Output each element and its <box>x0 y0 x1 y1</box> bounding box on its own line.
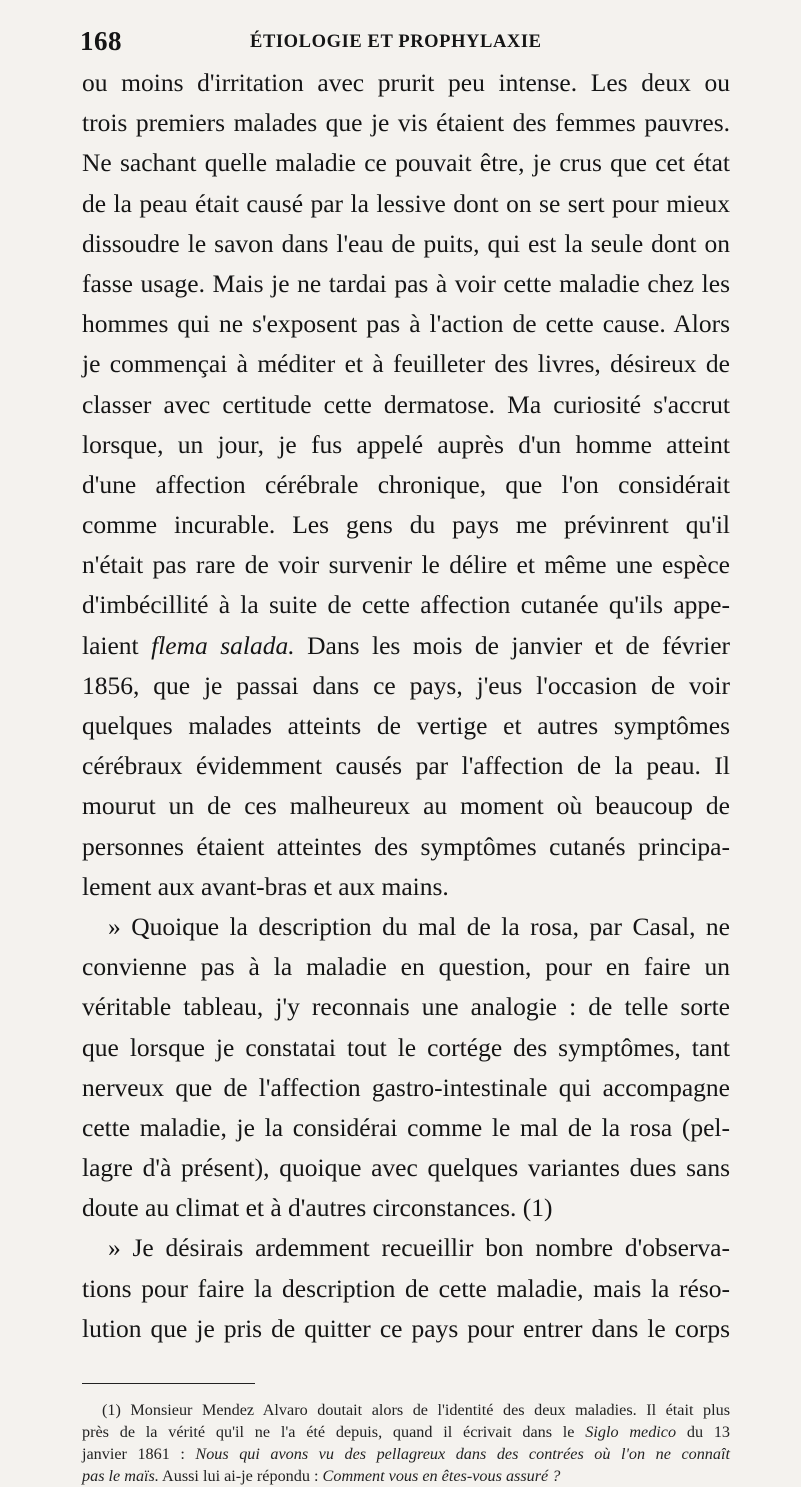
text-line: comme incurable. Les gens du pays me prévinrent qu'il <box>82 510 730 540</box>
footnote-rule <box>82 1383 255 1384</box>
text-line: personnes étaient atteintes des symptômes cutanés principa- <box>82 831 730 861</box>
text-line: » Quoique la description du mal de la rosa, par Casal, ne <box>108 911 730 941</box>
page-number: 168 <box>80 26 122 56</box>
text-line: véritable tableau, j'y reconnais une analogie : de telle sorte <box>82 992 730 1022</box>
text-line: Ne sachant quelle maladie ce pouvait être, je crus que cet état <box>82 148 730 178</box>
text-line: n'était pas rare de voir survenir le délire et même une espèce <box>82 550 730 580</box>
text-line: nerveux que de l'affection gastro-intestinale qui accompagne <box>82 1072 730 1102</box>
text-line: je commençai à méditer et à feuilleter des livres, désireux de <box>82 349 730 379</box>
text-line: lorsque, un jour, je fus appelé auprès d'un homme atteint <box>82 429 730 459</box>
text-line: classer avec certitude cette dermatose. Ma curiosité s'accrut <box>82 389 730 419</box>
text-line: doute au climat et à d'autres circonstances. (1) <box>82 1193 553 1223</box>
text-line: quelques malades atteints de vertige et autres symptômes <box>82 711 730 740</box>
footnote-line <box>82 1465 730 1487</box>
text-line: lagre d'à présent), quoique avec quelques variantes dues sans <box>82 1153 730 1183</box>
text-line: de la peau était causé par la lessive dont on se sert pour mieux <box>82 188 730 218</box>
running-title: ÉTIOLOGIE ET PROPHYLAXIE <box>250 32 542 52</box>
italic-term: flema salada. <box>151 630 295 660</box>
text-line: convienne pas à la maladie en question, pour en faire un <box>82 952 730 982</box>
footnote-fragment: janvier 1861 : <box>82 1445 185 1463</box>
text-line-mixed <box>82 626 730 666</box>
text-line: lement aux avant-bras et aux mains. <box>82 871 449 901</box>
text-fragment: laient <box>82 630 139 660</box>
text-line: d'imbécillité à la suite de cette affection cutanée qu'ils appe- <box>82 590 730 620</box>
text-line: » Je désirais ardemment recueillir bon nombre d'observa- <box>108 1233 730 1263</box>
footnote-italic: Comment vous en êtes-vous assuré ? <box>322 1467 561 1485</box>
footnote-italic: Siglo medico <box>585 1423 677 1441</box>
text-line: que lorsque je constatai tout le cortége des symptômes, tant <box>82 1032 730 1062</box>
footnote-fragment: du 13 <box>686 1423 731 1441</box>
text-line: ou moins d'irritation avec prurit peu intense. Les deux ou <box>82 68 730 97</box>
text-line: mourut un de ces malheureux au moment où beaucoup de <box>82 791 730 821</box>
text-line: hommes qui ne s'exposent pas à l'action de cette cause. Alors <box>82 309 730 339</box>
text-line: trois premiers malades que je vis étaient des femmes pauvres. <box>82 108 730 138</box>
footnote-line <box>82 1443 730 1465</box>
footnote-line: (1) Monsieur Mendez Alvaro doutait alors de l'identité des deux maladies. Il était plus <box>102 1401 730 1419</box>
text-line: fasse usage. Mais je ne tardai pas à voir cette maladie chez les <box>82 268 730 298</box>
text-line: cérébraux évidemment causés par l'affection de la peau. Il <box>82 751 730 781</box>
text-line: cette maladie, je la considérai comme le mal de la rosa (pel- <box>82 1112 730 1142</box>
text-line: tions pour faire la description de cette maladie, mais la réso- <box>82 1273 730 1303</box>
text-line: 1856, que je passai dans ce pays, j'eus l'occasion de voir <box>82 670 730 700</box>
text-fragment: Dans les mois de janvier et de février <box>307 630 731 660</box>
text-line: dissoudre le savon dans l'eau de puits, qui est la seule dont on <box>82 228 730 258</box>
footnote-line <box>82 1421 730 1443</box>
footnote <box>82 1399 730 1487</box>
footnote-italic: Nous qui avons vu des pellagreux dans des contrées où l'on ne connaît <box>195 1445 730 1463</box>
text-line: lution que je pris de quitter ce pays pour entrer dans le corps <box>82 1313 730 1343</box>
footnote-italic: pas le maïs. <box>82 1467 159 1485</box>
footnote-fragment: Aussi lui ai-je répondu : <box>162 1467 319 1485</box>
body-text <box>82 63 730 1349</box>
page-header <box>82 20 730 60</box>
footnote-fragment: près de la vérité qu'il ne l'a été depuis, quand il écrivait dans le <box>82 1423 575 1441</box>
text-line: d'une affection cérébrale chronique, que l'on considérait <box>82 469 730 499</box>
book-page <box>82 20 730 1487</box>
